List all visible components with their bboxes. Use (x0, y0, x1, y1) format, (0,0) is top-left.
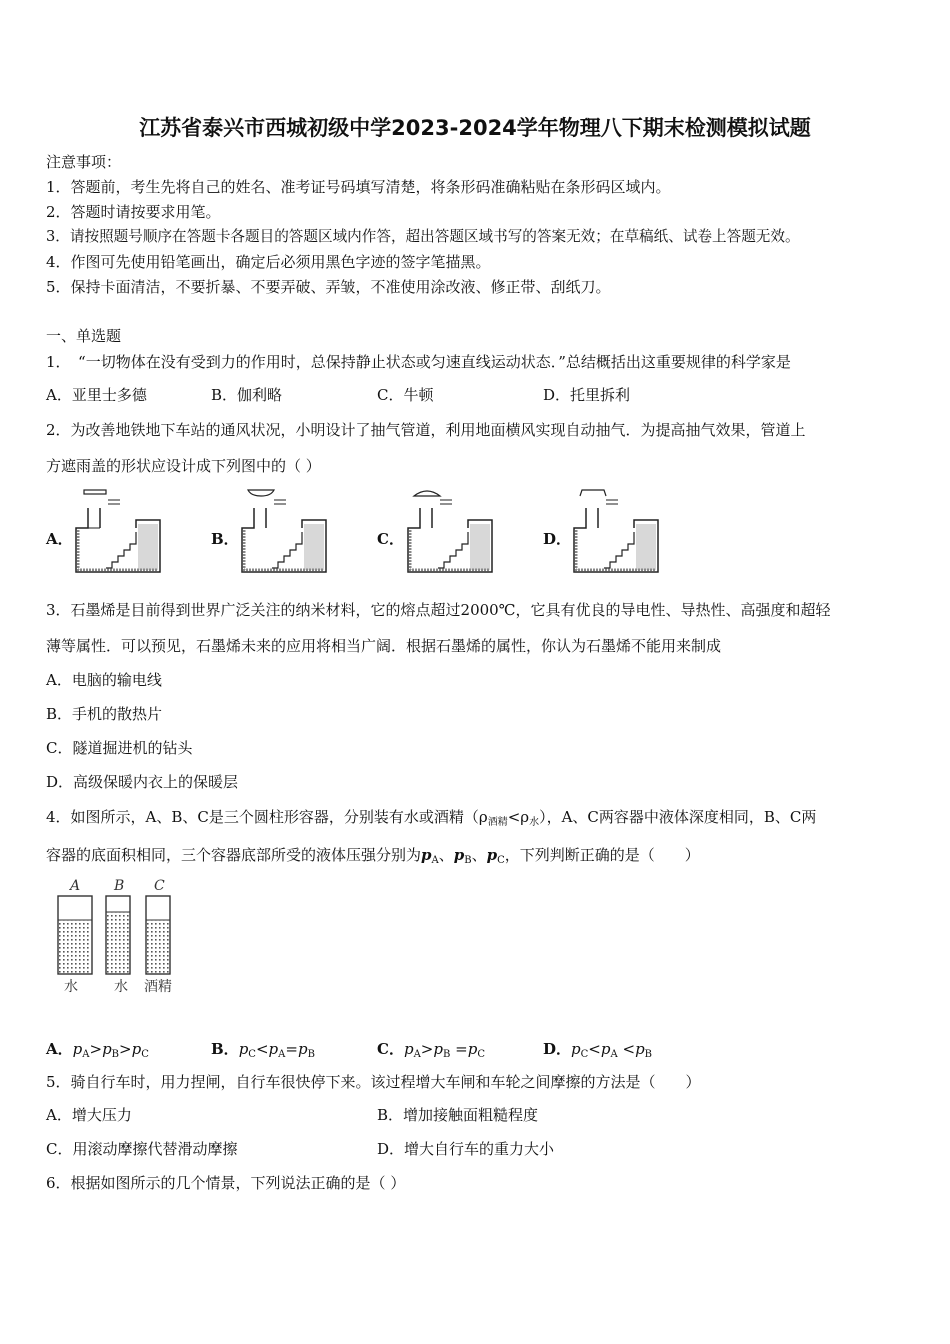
q2-label-c[interactable]: C． (377, 530, 404, 548)
q2-line2: 方遮雨盖的形状应设计成下列图中的（ ） (46, 457, 321, 475)
q5-option-b[interactable]: B．增加接触面粗糙程度 (377, 1106, 539, 1124)
q2-figure-c (404, 486, 496, 574)
section-heading: 一、单选题 (46, 327, 122, 345)
q2-label-d[interactable]: D． (543, 530, 572, 548)
q4-option-c[interactable]: C．$p_A>p_B =p_C$ (377, 1040, 485, 1060)
container-label-b: B (114, 878, 125, 894)
q3-line2: 薄等属性．可以预见，石墨烯未来的应用将相当广阔．根据石墨烯的属性，你认为石墨烯不能用来制成 (46, 637, 722, 655)
container-liquid-b: 水 (114, 979, 128, 995)
container-label-c: C (154, 878, 165, 894)
q1-option-d[interactable]: D．托里拆利 (543, 386, 631, 404)
q4-option-d[interactable]: D．$p_C<p_A <p_B$ (543, 1040, 653, 1060)
q2-figure-a (72, 486, 164, 574)
page-title: 江苏省泰兴市西城初级中学2023-2024学年物理八下期末检测模拟试题 (139, 116, 811, 140)
notice-item-3: 3．请按照题号顺序在答题卡各题目的答题区域内作答，超出答题区域书写的答案无效；在草稿纸、试卷上答题无效。 (46, 228, 800, 245)
q2-figure-b (238, 486, 330, 574)
q6-text: 6．根据如图所示的几个情景，下列说法正确的是（ ） (46, 1174, 406, 1192)
container-liquid-c: 酒精 (144, 979, 172, 995)
q3-line1: 3．石墨烯是目前得到世界广泛关注的纳米材料，它的熔点超过2000℃，它具有优良的导电性、导热性、高强度和超轻 (46, 601, 831, 619)
q4-line2: 容器的底面积相同，三个容器底部所受的液体压强分别为$p_A$、$p_B$、$p_C$，下列判断正确的是（ ） (46, 846, 700, 866)
notice-item-5: 5．保持卡面清洁，不要折暴、不要弄破、弄皱，不准使用涂改液、修正带、刮纸刀。 (46, 278, 611, 296)
q5-text: 5．骑自行车时，用力捏闸，自行车很快停下来。该过程增大车闸和车轮之间摩擦的方法是（ ） (46, 1073, 701, 1091)
notice-item-1: 1．答题前，考生先将自己的姓名、准考证号码填写清楚，将条形码准确粘贴在条形码区域内。 (46, 178, 671, 196)
container-liquid-a: 水 (64, 979, 78, 995)
notice-heading: 注意事项： (46, 153, 122, 171)
q3-option-c[interactable]: C．隧道掘进机的钻头 (46, 739, 193, 757)
q5-option-d[interactable]: D．增大自行车的重力大小 (377, 1140, 555, 1158)
notice-item-4: 4．作图可先使用铅笔画出，确定后必须用黑色字迹的签字笔描黑。 (46, 253, 491, 271)
q1-option-a[interactable]: A．亚里士多德 (46, 386, 147, 404)
q2-label-b[interactable]: B． (211, 530, 239, 548)
q4-option-b[interactable]: B．$p_C<p_A=p_B$ (211, 1040, 315, 1060)
q1-option-c[interactable]: C．牛顿 (377, 386, 434, 404)
q1-option-b[interactable]: B．伽利略 (211, 386, 283, 404)
q5-option-c[interactable]: C．用滚动摩擦代替滑动摩擦 (46, 1140, 238, 1158)
q3-option-a[interactable]: A．电脑的输电线 (46, 671, 162, 689)
q5-option-a[interactable]: A．增大压力 (46, 1106, 132, 1124)
container-label-a: A (70, 878, 81, 894)
q2-label-a[interactable]: A． (46, 530, 73, 548)
q1-text: 1． “一切物体在没有受到力的作用时，总保持静止状态或匀速直线运动状态．”总结概括出这重要规律的科学家是 (46, 353, 791, 371)
q4-line1: 4．如图所示，A、B、C是三个圆柱形容器，分别装有水或酒精$(\rho_{酒精}<\rho_水)$，A、C两容器中液体深度相同，B、C两 (46, 808, 817, 828)
q4-option-a[interactable]: A．$p_A>p_B>p_C$ (46, 1040, 149, 1060)
q2-line1: 2．为改善地铁地下车站的通风状况，小明设计了抽气管道，利用地面横风实现自动抽气．为提高抽气效果，管道上 (46, 421, 806, 439)
q4-containers-figure (54, 894, 184, 978)
q3-option-d[interactable]: D．高级保暖内衣上的保暖层 (46, 773, 239, 791)
q2-figure-d (570, 486, 662, 574)
notice-item-2: 2．答题时请按要求用笔。 (46, 203, 221, 221)
q3-option-b[interactable]: B．手机的散热片 (46, 705, 163, 723)
